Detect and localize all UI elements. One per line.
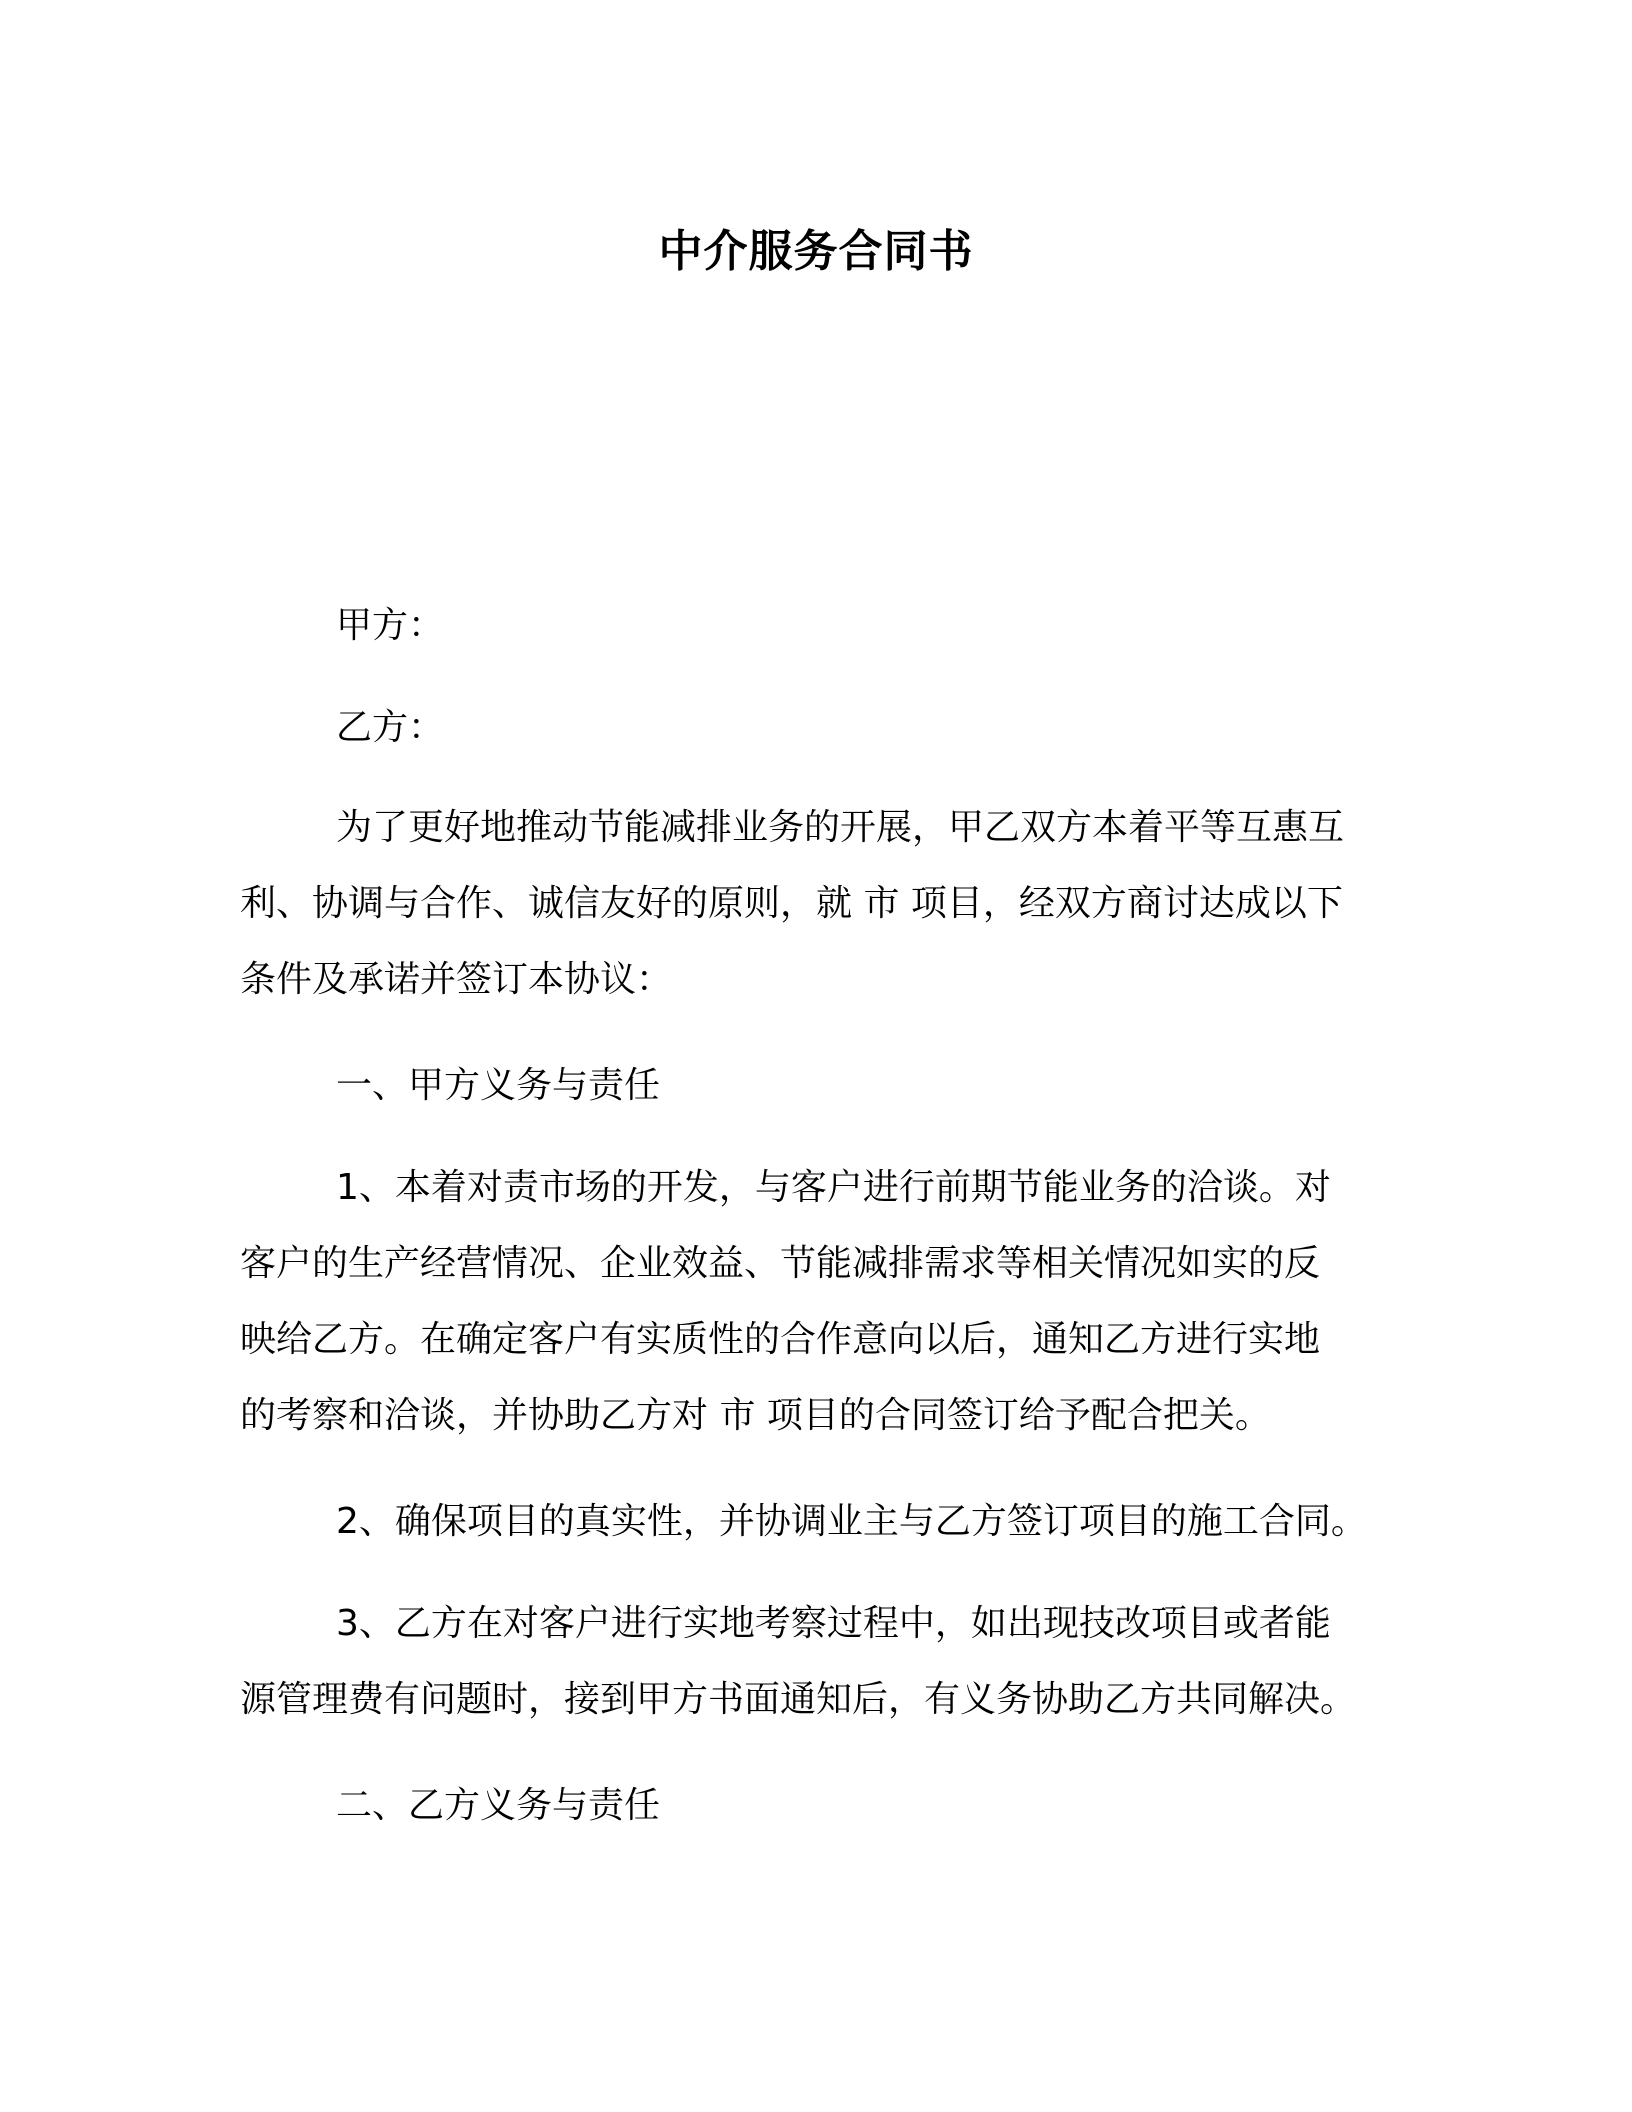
clause-1-line: 客户的生产经营情况、企业效益、节能减排需求等相关情况如实的反 [240, 1243, 1321, 1284]
document-title: 中介服务合同书 [658, 226, 974, 277]
clause-3-line: 3、乙方在对客户进行实地考察过程中，如出现技改项目或者能 [336, 1603, 1331, 1644]
section-1-heading-block [240, 1048, 1390, 1124]
clause-2-paragraph [240, 1484, 1390, 1560]
clause-3-line: 源管理费有问题时，接到甲方书面通知后，有义务协助乙方共同解决。 [240, 1679, 1357, 1720]
clause-1-line: 的考察和洽谈，并协助乙方对 市 项目的合同签订给予配合把关。 [240, 1395, 1271, 1436]
preamble-line: 利、协调与合作、诚信友好的原则，就 市 项目，经双方商讨达成以下 [240, 883, 1343, 924]
clause-3-paragraph [240, 1586, 1390, 1738]
preamble-line: 为了更好地推动节能减排业务的开展，甲乙双方本着平等互惠互 [336, 807, 1345, 848]
party-a-line [240, 588, 1390, 664]
clause-1-line: 1、本着对责市场的开发，与客户进行前期节能业务的洽谈。对 [336, 1167, 1331, 1208]
party-b-label: 乙方： [336, 707, 445, 748]
section-2-heading: 二、乙方义务与责任 [336, 1785, 661, 1826]
clause-2-line: 2、确保项目的真实性，并协调业主与乙方签订项目的施工合同。 [336, 1501, 1367, 1542]
preamble-paragraph [240, 790, 1390, 1018]
preamble-line: 条件及承诺并签订本协议： [240, 959, 673, 1000]
clause-1-paragraph [240, 1150, 1390, 1454]
party-a-label: 甲方： [336, 605, 445, 646]
section-1-heading: 一、甲方义务与责任 [336, 1065, 661, 1106]
clause-1-line: 映给乙方。在确定客户有实质性的合作意向以后，通知乙方进行实地 [240, 1319, 1321, 1360]
section-2-heading-block [240, 1768, 1390, 1844]
party-b-line [240, 690, 1390, 766]
